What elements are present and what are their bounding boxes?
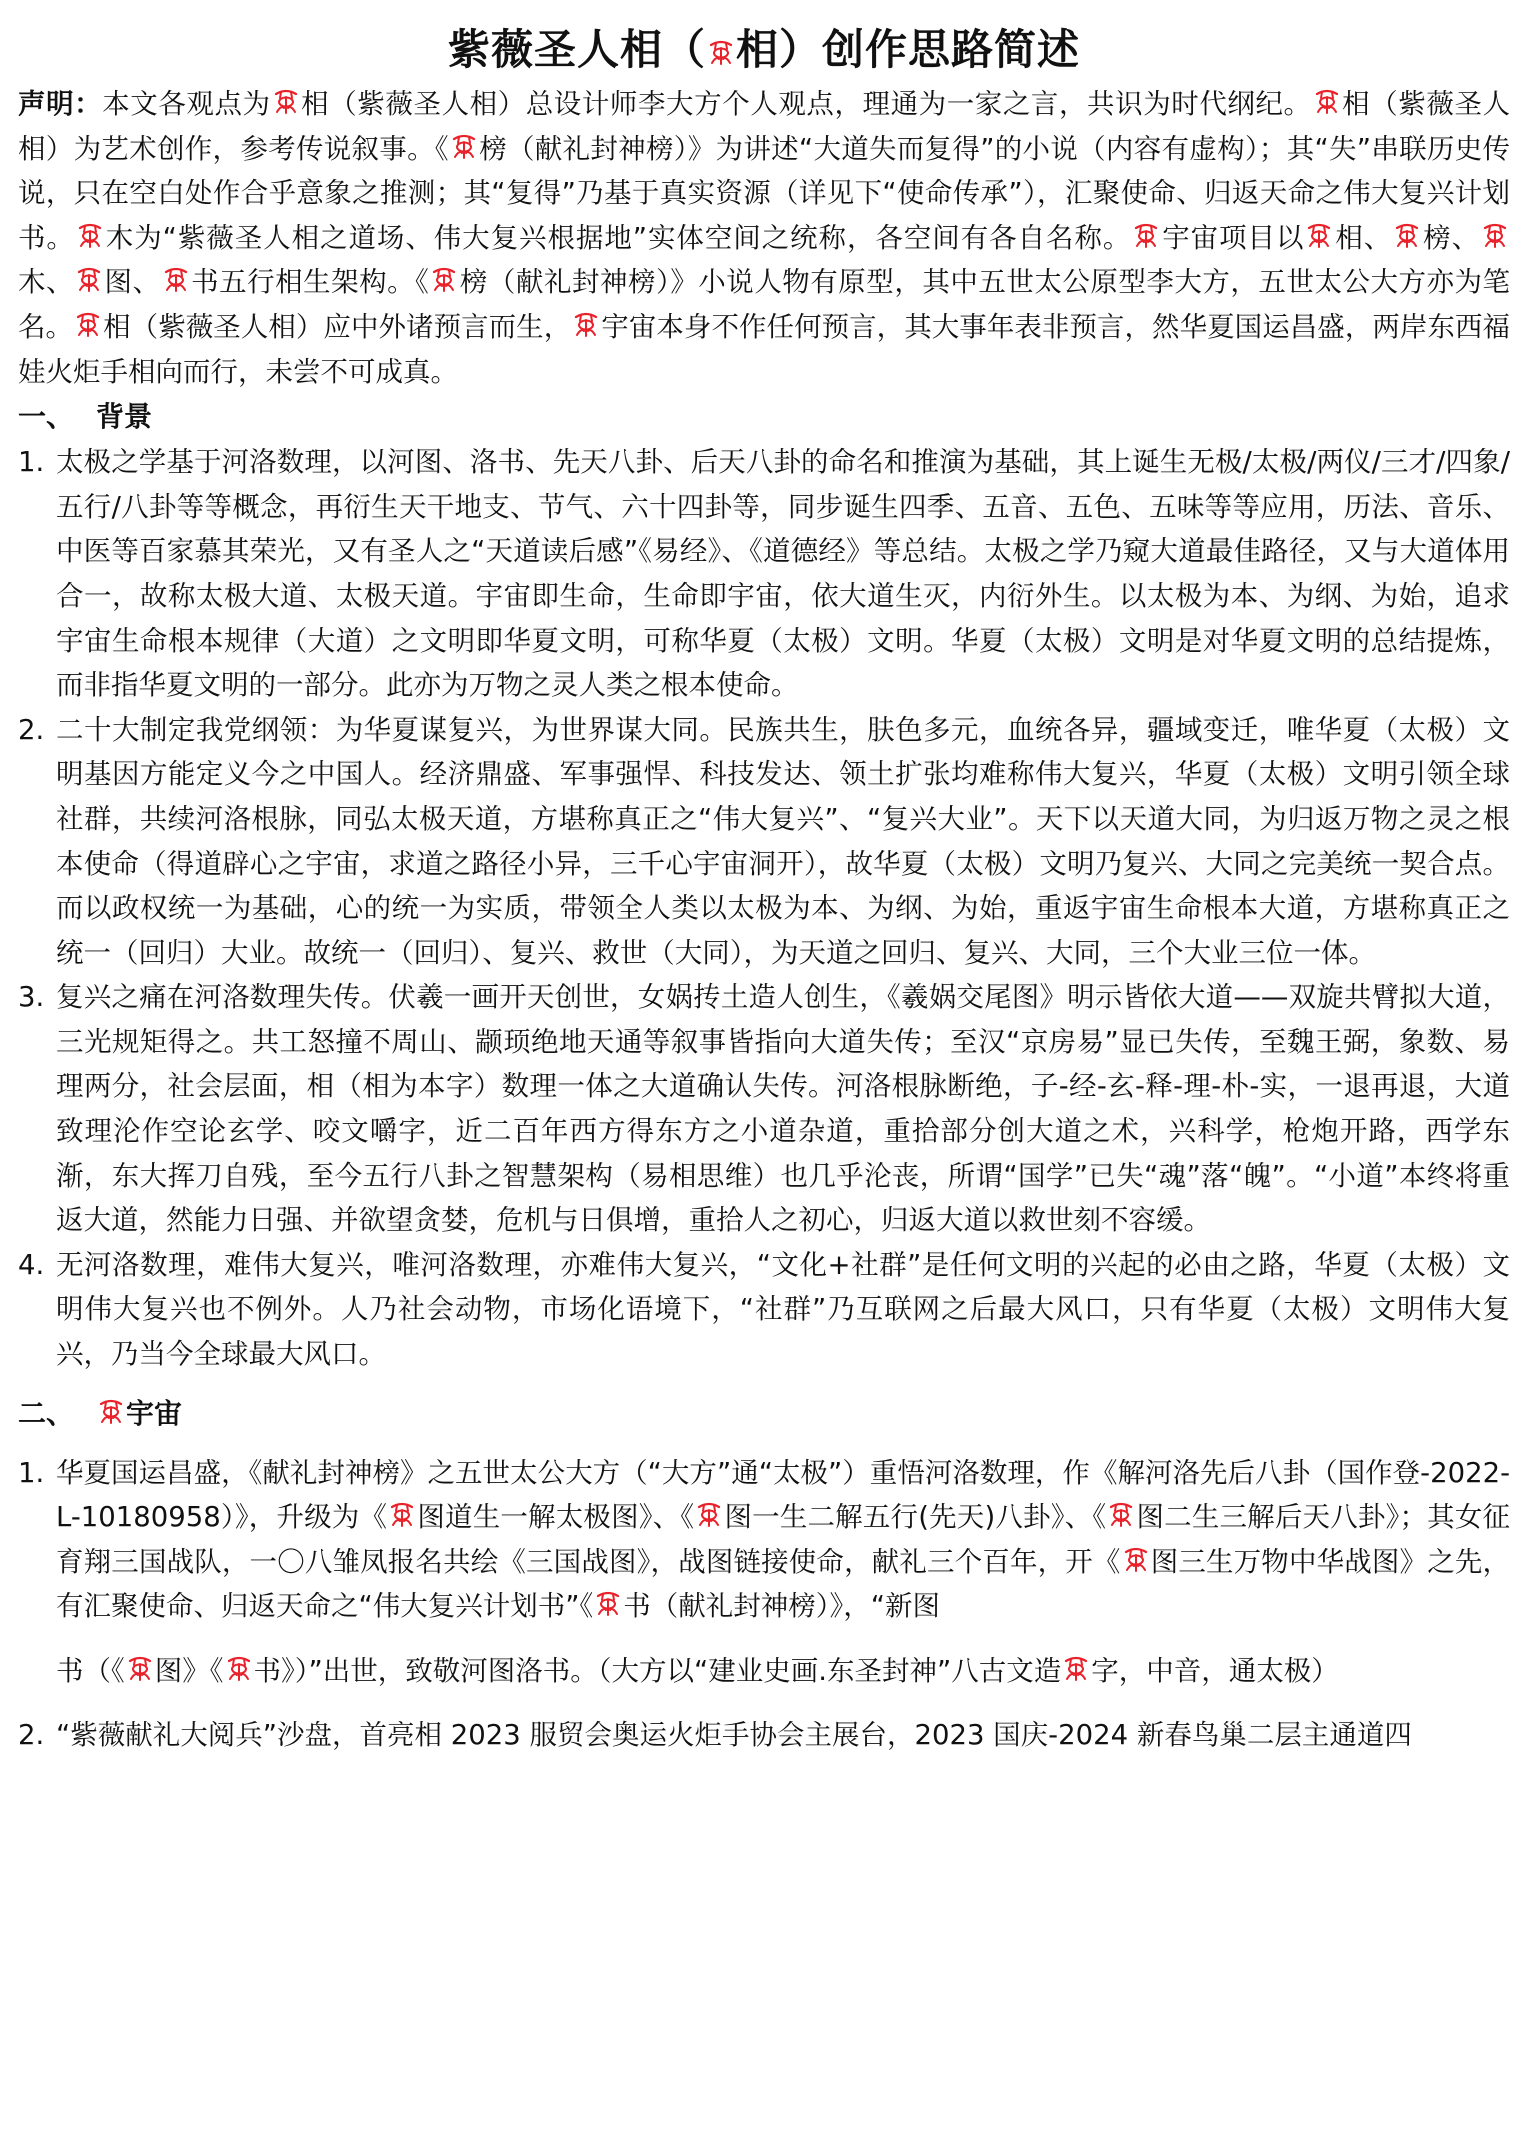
item-text: 图一生二解五行(先天)八卦》、《 (724, 1501, 1107, 1534)
list-item-text: 无河洛数理，难伟大复兴，唯河洛数理，亦难伟大复兴，“文化+社群”是任何文明的兴起的必由之路，华夏（太极）文明伟大复兴也不例外。人乃社会动物，市场化语境下，“社群”乃互联网之后最大风口，只有华夏（太极）文明伟大复兴，乃当今全球最大风口。 (56, 1248, 1510, 1371)
declaration-text: 相（紫薇圣人相）应中外诸预言而生， (103, 310, 572, 343)
item-text: 字，中音，通太极） (1091, 1655, 1339, 1687)
list-item (18, 1243, 1510, 1377)
list-item-text: 二十大制定我党纲领：为华夏谋复兴，为世界谋大同。民族共生，肤色多元，血统各异，疆域变迁，唯华夏（太极）文明基因方能定义今之中国人。经济鼎盛、军事强悍、科技发达、领土扩张均难称伟大复兴，华夏（太极）文明引领全球社群，共续河洛根脉，同弘太极天道，方堪称真正之“伟大复兴”、“复兴大业”。天下以天道大同，为归返万物之灵之根本使命（得道辟心之宇宙，求道之路径小异，三千心宇宙洞开），故华夏（太极）文明乃复兴、大同之完美统一契合点。而以政权统一为基础，心的统一为实质，带领全人类以太极为本、为纲、为始，重返宇宙生命根本大道，方堪称真正之统一（回归）大业。故统一（回归）、复兴、救世（大同），为天道之回归、复兴、大同，三个大业三位一体。 (56, 713, 1510, 969)
seal-glyph-icon (707, 38, 735, 66)
declaration-paragraph (18, 82, 1510, 394)
seal-glyph-icon (1313, 87, 1341, 115)
seal-glyph-icon (450, 132, 478, 160)
section-title: 背景 (96, 400, 153, 434)
declaration-text: 榜（献礼封神榜）》为讲述“大道失而复得”的小说（内容有虚构）；其“失”串联历史传说，只在空白处作合乎意象之推测；其“复得”乃基于真实资源（详见下“使命传承”），汇聚使命、归返天命之伟大复兴计划书。 (18, 132, 1511, 254)
declaration-text: 相（紫薇圣人相）为艺术创作，参考传说叙事。《 (18, 88, 1511, 165)
item-text: 图二生三解后天八卦》；其女征育翔三国战队，一〇八雏凤报名共绘《三国战图》，战图链接使命，献礼三个百年，开《 (56, 1501, 1511, 1578)
section-heading-universe (18, 1391, 1510, 1437)
seal-glyph-icon (1305, 221, 1333, 249)
list-marker: 2. (18, 713, 45, 746)
seal-glyph-icon (74, 310, 102, 338)
seal-glyph-icon (1481, 221, 1509, 249)
list-item-text: “紫薇献礼大阅兵”沙盘，首亮相 2023 服贸会奥运火炬手协会主展台，2023 国庆-2024 新春鸟巢二层主通道四 (56, 1719, 1412, 1751)
seal-glyph-icon (97, 1397, 125, 1425)
declaration-text: 宇宙本身不作任何预言，其大事年表非预言，然华夏国运昌盛，两岸东西福娃火炬手相向而行，未尝不可成真。 (18, 310, 1511, 388)
tall-line (56, 1629, 1510, 1713)
title-part-2: 相）创作思路简述 (736, 25, 1081, 74)
section-number: 二、 (18, 1396, 75, 1430)
seal-glyph-icon (695, 1500, 723, 1528)
declaration-text: 图、 (104, 266, 161, 299)
item-text: 书（献礼封神榜）》，“新图 (623, 1590, 940, 1623)
list-marker: 2. (18, 1719, 45, 1751)
declaration-text: 木、 (18, 266, 75, 299)
seal-glyph-icon (225, 1654, 253, 1682)
list-item (18, 1713, 1510, 1758)
spacer (18, 1437, 1510, 1451)
declaration-text: 书五行相生架构。《 (190, 266, 430, 299)
seal-glyph-icon (272, 87, 300, 115)
seal-glyph-icon (76, 221, 104, 249)
declaration-text: 木为“紫薇圣人相之道场、伟大复兴根据地”实体空间之统称，各空间有各自名称。 (104, 221, 1132, 254)
item-text: 图道生一解太极图》、《 (417, 1501, 695, 1534)
declaration-label: 声明： (18, 88, 103, 120)
list-item-text: 复兴之痛在河洛数理失传。伏羲一画开天创世，女娲抟土造人创生，《羲娲交尾图》明示皆依大道——双旋共臂拟大道，三光规矩得之。共工怒撞不周山、颛顼绝地天通等叙事皆指向大道失传；至汉“京房易”显已失传，至魏王弼，象数、易理两分，社会层面，相（相为本字）数理一体之大道确认失传。河洛根脉断绝，子-经-玄-释-理-朴-实，一退再退，大道致理沦作空论玄学、咬文嚼字，近二百年西方得东方之小道杂道，重拾部分创大道之术，兴科学，枪炮开路，西学东渐，东大挥刀自残，至今五行八卦之智慧架构（易相思维）也几乎沦丧，所谓“国学”已失“魂”落“魄”。“小道”本终将重返大道，然能力日强、并欲望贪婪，危机与日俱增，重拾人之初心，归返大道以救世刻不容缓。 (56, 981, 1510, 1237)
declaration-text: 相（紫薇圣人相）总设计师李大方个人观点，理通为一家之言，共识为时代纲纪。 (300, 88, 1312, 120)
seal-glyph-icon (388, 1500, 416, 1528)
seal-glyph-icon (594, 1589, 622, 1617)
list-item-text: 太极之学基于河洛数理，以河图、洛书、先天八卦、后天八卦的命名和推演为基础，其上诞生无极/太极/两仪/三才/四象/五行/八卦等等概念，再衍生天干地支、节气、六十四卦等，同步诞生四季、五音、五色、五味等等应用，历法、音乐、中医等百家慕其荣光，又有圣人之“天道读后感”《易经》、《道德经》等总结。太极之学乃窥大道最佳路径，又与大道体用合一，故称太极大道、太极天道。宇宙即生命，生命即宇宙，依大道生灭，内衍外生。以太极为本、为纲、为始，追求宇宙生命根本规律（大道）之文明即华夏文明，可称华夏（太极）文明。华夏（太极）文明是对华夏文明的总结提炼，而非指华夏文明的一部分。此亦为万物之灵人类之根本使命。 (56, 446, 1510, 702)
item-text: 图三生万物中华战图》之先，有汇聚使命、归返天命之“伟大复兴计划书”《 (56, 1545, 1510, 1623)
page-title (18, 20, 1510, 80)
list-marker: 4. (18, 1248, 45, 1281)
declaration-text: 相、 (1334, 221, 1393, 254)
seal-glyph-icon (430, 265, 458, 293)
seal-glyph-icon (162, 265, 190, 293)
declaration-text: 本文各观点为 (102, 88, 271, 120)
spacer (18, 1377, 1510, 1391)
list-item (18, 1451, 1510, 1713)
list-marker: 3. (18, 981, 45, 1014)
seal-glyph-icon (1132, 221, 1160, 249)
section-number: 一、 (18, 400, 75, 434)
list-marker: 1. (18, 1456, 45, 1489)
item-text: 书》）”出世，致敬河图洛书。（大方以“建业史画.东圣封神”八古文造 (253, 1655, 1062, 1687)
section-title: 宇宙 (126, 1396, 183, 1430)
seal-glyph-icon (572, 310, 600, 338)
seal-glyph-icon (1107, 1500, 1135, 1528)
declaration-text: 榜（献礼封神榜）》小说人物有原型，其中五世太公原型李大方，五世太公大方亦为笔名。 (18, 266, 1511, 343)
seal-glyph-icon (126, 1654, 154, 1682)
section-heading-background (18, 394, 1510, 440)
list-item-text (56, 1451, 1510, 1713)
list-item (18, 975, 1510, 1243)
item-text: 图》《 (154, 1655, 224, 1687)
seal-glyph-icon (1122, 1545, 1150, 1573)
title-part-1: 紫薇圣人相（ (447, 25, 706, 74)
declaration-text: 宇宙项目以 (1161, 221, 1305, 254)
list-item (18, 440, 1510, 708)
seal-glyph-icon (75, 265, 103, 293)
list-item (18, 708, 1510, 976)
seal-glyph-icon (1062, 1654, 1090, 1682)
list-marker: 1. (18, 446, 45, 479)
item-text: 华夏国运昌盛，《献礼封神榜》之五世太公大方（“大方”通“太极”）重悟河洛数理，作《解河洛先后八卦（国作登-2022-L-10180958）》，升级为《 (56, 1456, 1510, 1534)
seal-glyph-icon (1393, 221, 1421, 249)
item-text: 书（《 (56, 1655, 125, 1687)
declaration-text: 榜、 (1422, 221, 1481, 254)
